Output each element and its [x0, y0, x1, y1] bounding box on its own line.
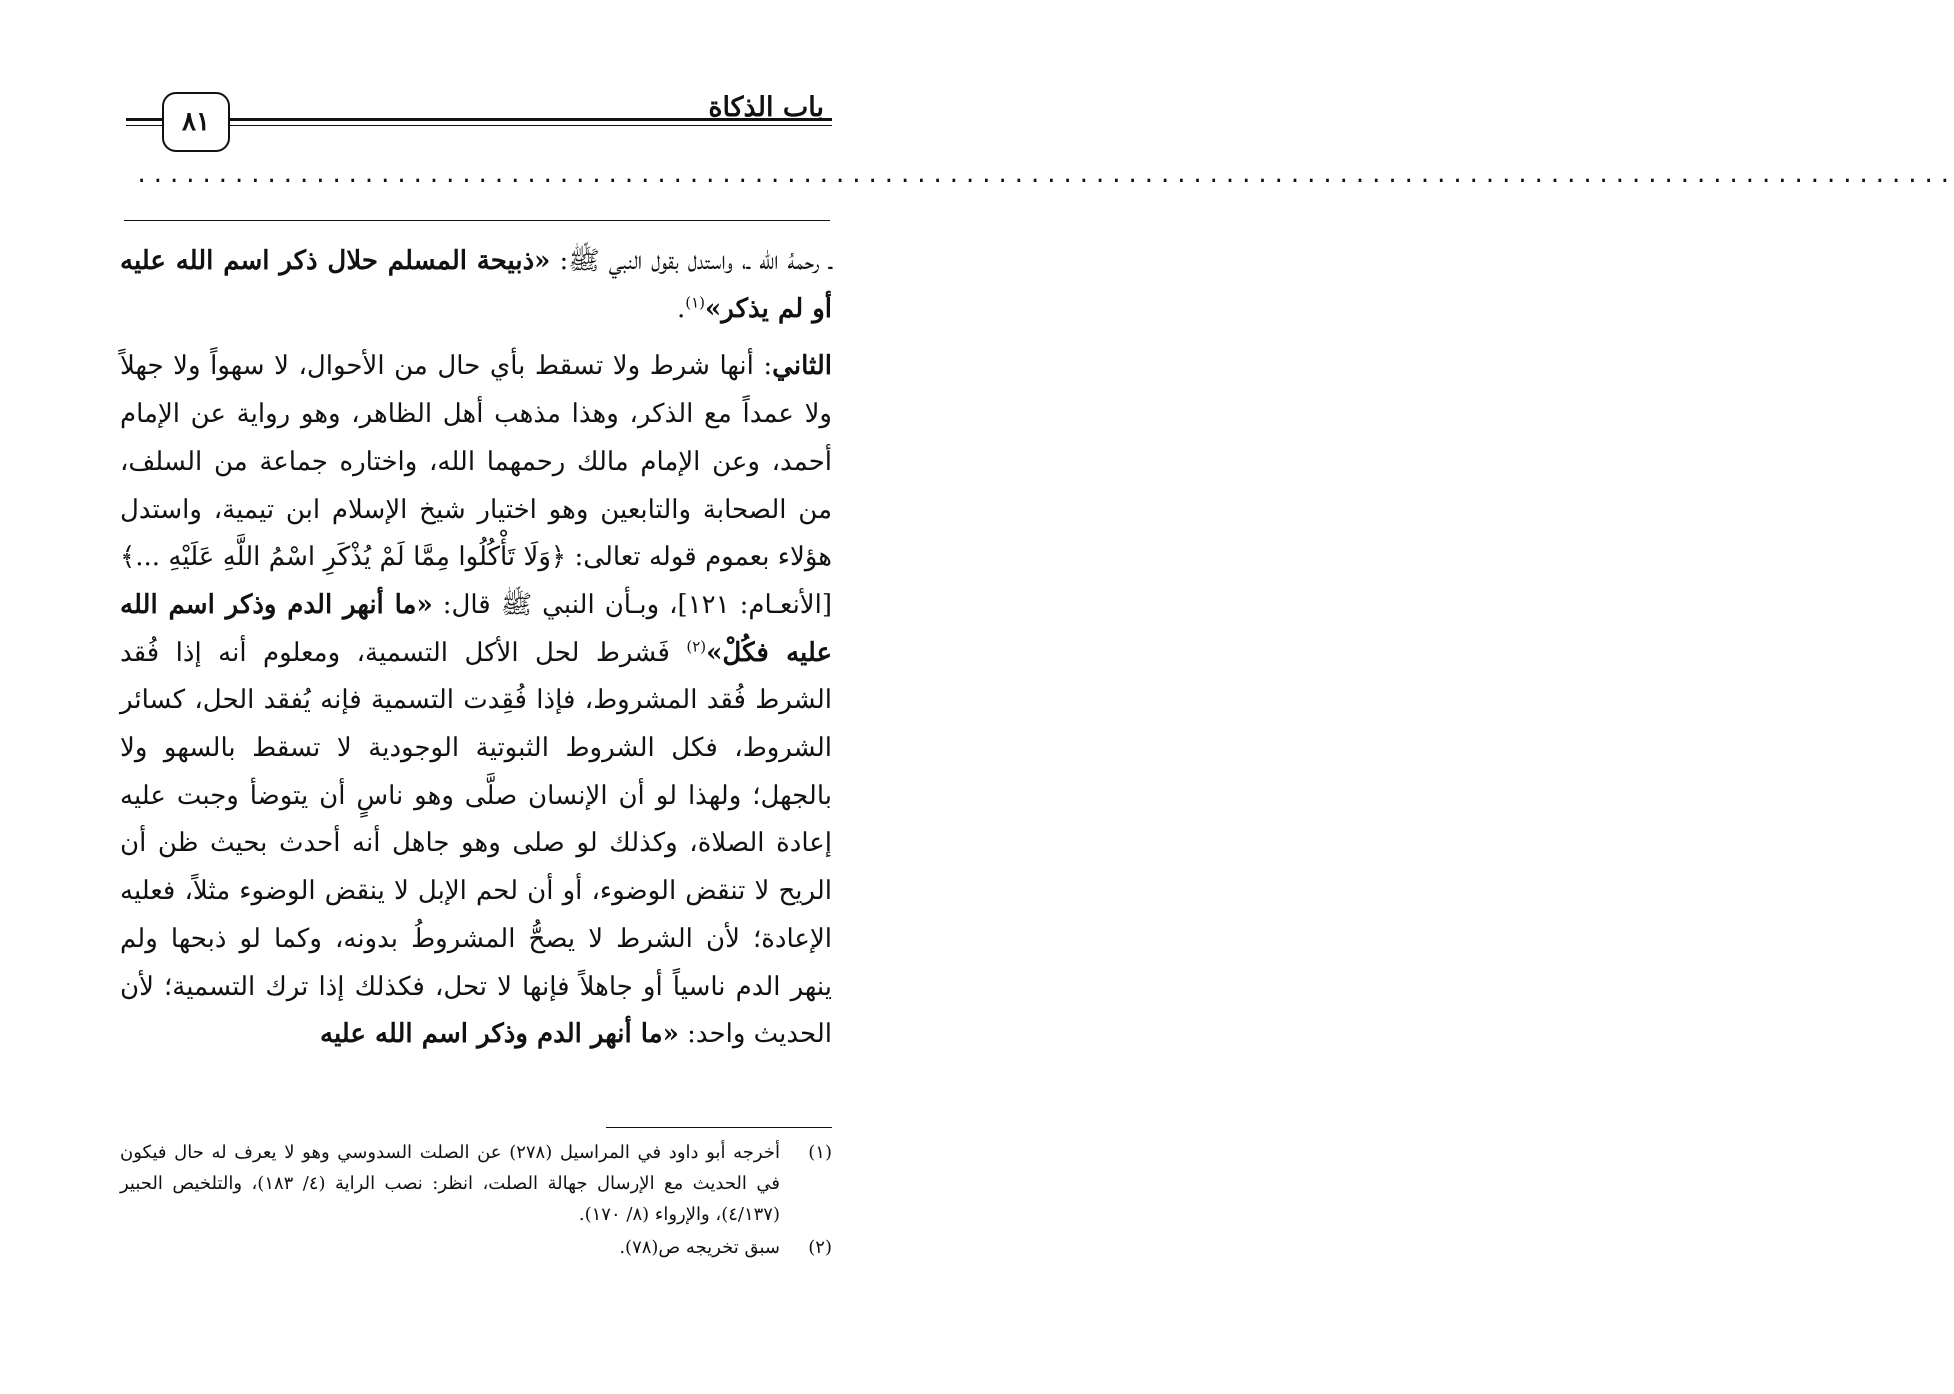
footnote-text: سبق تخريجه ص(٧٨).: [619, 1237, 780, 1258]
footnote-ref: (١): [685, 293, 706, 312]
footnote: [120, 1137, 832, 1230]
hadith-quote: «ذبيحة المسلم حلال ذكر اسم الله عليه أو لم يذكر»: [120, 246, 832, 324]
paragraph-2: [120, 343, 832, 1059]
page-number: ٨١: [162, 92, 230, 152]
footnote-number: (١): [808, 1142, 832, 1163]
text-run: ـ رحمهُ الله ـ، واستدل بقول النبي ﷺ:: [550, 246, 832, 276]
footnote-divider: [606, 1127, 832, 1128]
top-divider: [124, 220, 830, 221]
header-rule: [126, 125, 162, 126]
hadith-quote: «ما أنهر الدم وذكر اسم الله عليه: [320, 1019, 679, 1050]
text-run: [الأنعـام: ١٢١]، وبـأن النبي ﷺ قال:: [432, 589, 833, 620]
text-run: فَشرط لحل الأكل التسمية، ومعلوم أنه إذا فُقد الشرط فُقد المشروط، فإذا فُقِدت التسمية فإنه يُفقد الحل، كسائر الشروط، فكل الشروط الثبوتية الوجودية لا تسقط بالسهو ولا بالجهل؛ ولهذا لو أن الإنسان صلَّى وهو ناسٍ أن يتوضأ وجبت عليه إعادة الصلاة، وكذلك لو صلى وهو جاهل أنه أحدث بحيث ظن أن الريح لا تنقض الوضوء، أو أن لحم الإبل لا ينقض الوضوء مثلاً، فعليه الإعادة؛ لأن الشرط لا يصحُّ المشروطُ بدونه، وكما لو ذبحها ولم ينهر الدم ناسياً أو جاهلاً فإنها لا تحل، فكذلك إذا ترك التسمية؛ لأن الحديث واحد:: [120, 637, 833, 1050]
dotted-separator: ................................................................................................................: [135, 163, 1954, 188]
footnote-ref: (٢): [686, 636, 707, 655]
header-rule: [228, 125, 832, 126]
footnotes: [120, 1137, 832, 1265]
running-title: باب الذكاة: [708, 92, 824, 123]
footnote-number: (٢): [808, 1237, 832, 1258]
text-run: .: [676, 293, 686, 324]
footnote-text: أخرجه أبو داود في المراسيل (٢٧٨) عن الصلت السدوسي وهو لا يعرف له حال فيكون في الحديث مع الإرسال جهالة الصلت، انظر: نصب الراية (٤/ ١٨٣)، والتلخيص الحبير (٤/١٣٧)، والإرواء (٨/ ١٧٠).: [120, 1142, 780, 1225]
text-run: : أنها شرط ولا تسقط بأي حال من الأحوال، لا سهواً ولا جهلاً ولا عمداً مع الذكر، وهذا مذهب أهل الظاهر، وهو رواية عن الإمام أحمد، وعن الإمام مالك رحمهما الله، واختاره جماعة من السلف، من الصحابة والتابعين وهو اختيار شيخ الإسلام ابن تيمية، واستدل هؤلاء بعموم قوله تعالى:: [120, 351, 833, 573]
quran-verse: ﴿وَلَا تَأْكُلُوا مِمَّا لَمْ يُذْكَرِ اسْمُ اللَّهِ عَلَيْهِ ...﴾: [120, 542, 567, 573]
main-text: [120, 238, 832, 1059]
hadith-quote: «ما أنهر الدم وذكر اسم الله عليه فكُلْ»: [120, 589, 832, 668]
section-lead: الثاني: [772, 351, 832, 382]
paragraph-1: [120, 238, 832, 333]
footnote: [120, 1232, 832, 1263]
header-rule: [126, 118, 162, 121]
